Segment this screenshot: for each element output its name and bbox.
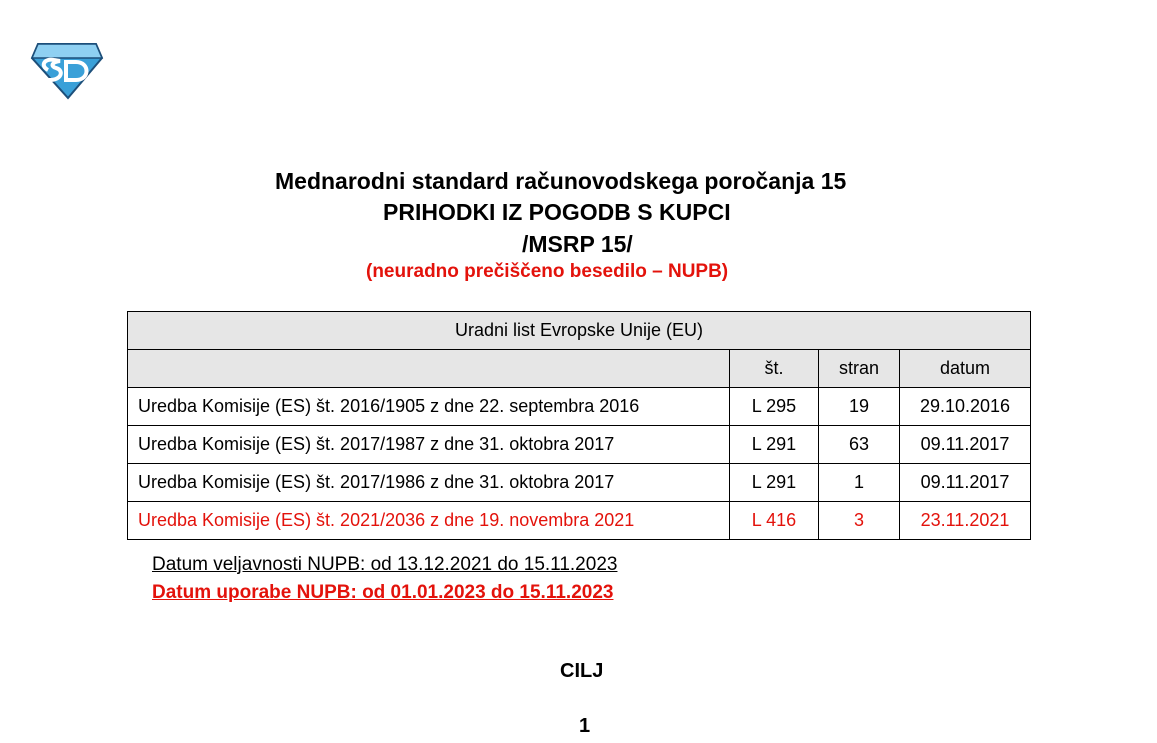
row-page: 63: [819, 426, 900, 464]
document-consolidated-note: (neuradno prečiščeno besedilo – NUPB): [366, 261, 729, 282]
table-header-date: datum: [900, 350, 1031, 388]
table-header-number: št.: [730, 350, 819, 388]
row-label: Uredba Komisije (ES) št. 2021/2036 z dne 19. novembra 2021: [128, 502, 730, 540]
row-label: Uredba Komisije (ES) št. 2017/1987 z dne 31. oktobra 2017: [128, 426, 730, 464]
row-number: L 291: [730, 464, 819, 502]
table-caption: Uradni list Evropske Unije (EU): [128, 312, 1031, 350]
row-date: 09.11.2017: [900, 426, 1031, 464]
page-number: 1: [579, 715, 591, 737]
table-row: [128, 464, 1031, 502]
row-label: Uredba Komisije (ES) št. 2016/1905 z dne 22. septembra 2016: [128, 388, 730, 426]
row-date: 29.10.2016: [900, 388, 1031, 426]
usage-period: Datum uporabe NUPB: od 01.01.2023 do 15.11.2023: [152, 582, 614, 603]
document-subtitle-title: PRIHODKI IZ POGODB S KUPCI: [383, 199, 731, 225]
regulation-table: [127, 311, 1031, 540]
table-header-empty: [128, 350, 730, 388]
document-title: Mednarodni standard računovodskega poročanja 15: [275, 168, 847, 194]
row-page: 19: [819, 388, 900, 426]
section-heading: CILJ: [560, 660, 604, 682]
row-date: 09.11.2017: [900, 464, 1031, 502]
table-row: [128, 426, 1031, 464]
row-label: Uredba Komisije (ES) št. 2017/1986 z dne 31. oktobra 2017: [128, 464, 730, 502]
row-page: 3: [819, 502, 900, 540]
row-number: L 416: [730, 502, 819, 540]
table-row: [128, 502, 1031, 540]
row-number: L 291: [730, 426, 819, 464]
document-code: /MSRP 15/: [522, 231, 633, 257]
row-date: 23.11.2021: [900, 502, 1031, 540]
sd-diamond-logo-icon: [30, 40, 104, 100]
validity-period: Datum veljavnosti NUPB: od 13.12.2021 do 15.11.2023: [152, 554, 618, 575]
table-header-page: stran: [819, 350, 900, 388]
row-number: L 295: [730, 388, 819, 426]
table-row: [128, 388, 1031, 426]
row-page: 1: [819, 464, 900, 502]
